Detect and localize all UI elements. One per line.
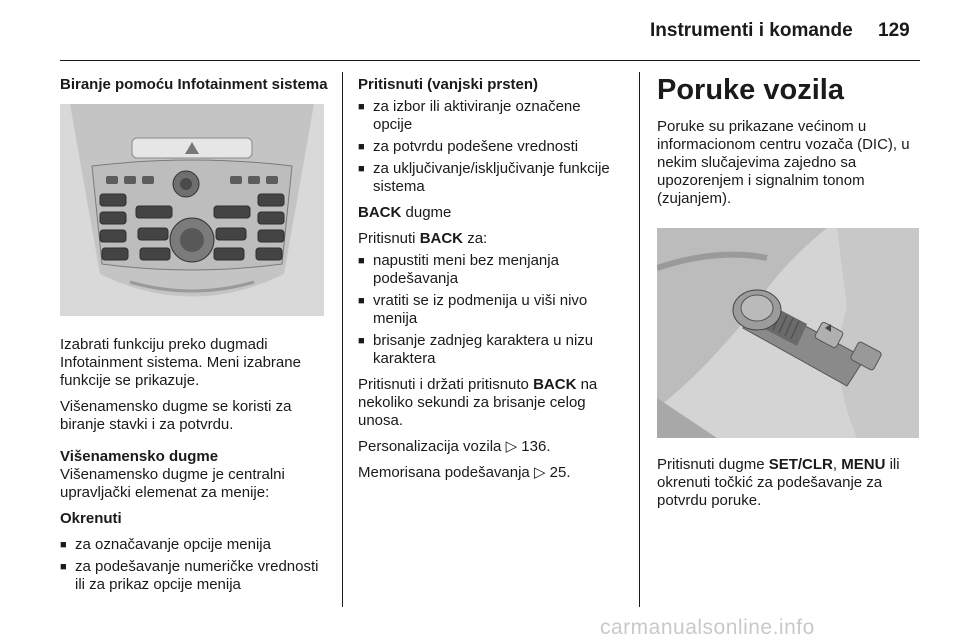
link-text: Memorisana podešavanja (358, 464, 530, 481)
paragraph: Izabrati funkciju preko dugmadi Infotainment sistema. Meni izabrane funkcije se prikazuje. (60, 336, 301, 389)
paragraph: Višenamensko dugme je centralni upravljački elemenat za menije: (60, 466, 285, 501)
page-ref-icon: ▷ (533, 464, 546, 481)
bullet-icon: ■ (358, 141, 365, 153)
page-number: 129 (878, 20, 910, 41)
column-divider-2 (639, 72, 640, 607)
section-heading: Poruke vozila (657, 74, 844, 106)
cross-reference (358, 464, 620, 482)
bullet-icon: ■ (358, 101, 365, 113)
bullet-icon: ■ (358, 335, 365, 347)
list-item: ■ za potvrdu podešene vrednosti (358, 138, 579, 155)
list-item: ■ za podešavanje numeričke vrednosti ili za prikaz opcije menija (60, 558, 319, 593)
subheading: Višenamensko dugme (60, 448, 219, 465)
list-item: ■ brisanje zadnjeg karaktera u nizu karaktera (358, 332, 594, 367)
page-ref-icon: ▷ (505, 438, 518, 455)
paragraph: Pritisnuti dugme SET/CLR, MENU ili okrenuti točkić za podešavanje za potvrdu poruke. (657, 456, 900, 509)
bullet-list (358, 98, 620, 196)
section-title: Biranje pomoću Infotainment sistema (60, 76, 328, 93)
link-text: Personalizacija vozila (358, 438, 502, 455)
column-2 (358, 76, 620, 490)
bullet-icon: ■ (358, 255, 365, 267)
steering-lever-figure (657, 228, 919, 438)
bullet-icon: ■ (60, 561, 67, 573)
paragraph: Višenamensko dugme se koristi za biranje stavki i za potvrdu. (60, 398, 292, 433)
steering-lever-illustration (657, 228, 919, 438)
list-item: ■ za uključivanje/isključivanje funkcije sistema (358, 160, 610, 195)
infotainment-panel-illustration (60, 104, 324, 316)
page-ref: 136. (521, 438, 551, 455)
column-1 (60, 76, 328, 602)
set-clr-label: SET/CLR (768, 456, 833, 473)
paragraph: Pritisnuti i držati pritisnuto BACK na nekoliko sekundi za brisanje celog unosa. (358, 376, 598, 429)
bullet-icon: ■ (60, 539, 67, 551)
column-divider-1 (342, 72, 343, 607)
label-turn: Okrenuti (60, 510, 122, 527)
menu-label: MENU (841, 456, 886, 473)
watermark: carmanualsonline.info (600, 616, 815, 639)
press-back-line: Pritisnuti BACK za: (358, 230, 488, 247)
list-item: ■ napustiti meni bez menjanja podešavanja (358, 252, 559, 287)
back-button-heading: BACK dugme (358, 204, 452, 221)
page-ref: 25. (549, 464, 571, 481)
paragraph: Poruke su prikazane većinom u informacionom centru vozača (DIC), u nekim slučajevima zajedno sa upozorenjem i signalnim tonom (zujanjem). (657, 118, 910, 207)
header-title: Instrumenti i komande (650, 20, 853, 41)
cross-reference (358, 438, 620, 456)
bullet-list (358, 252, 620, 368)
list-item: ■ za označavanje opcije menija (60, 536, 271, 553)
bullet-icon: ■ (358, 295, 365, 307)
infotainment-panel-figure (60, 104, 324, 316)
bullet-icon: ■ (358, 163, 365, 175)
label-press: Pritisnuti (vanjski prsten) (358, 76, 539, 93)
header-rule (60, 60, 920, 61)
column-3 (657, 74, 919, 518)
list-item: ■ za izbor ili aktiviranje označene opcije (358, 98, 581, 133)
page-header (0, 0, 960, 62)
list-item: ■ vratiti se iz podmenija u viši nivo menija (358, 292, 588, 327)
bullet-list (60, 536, 328, 594)
